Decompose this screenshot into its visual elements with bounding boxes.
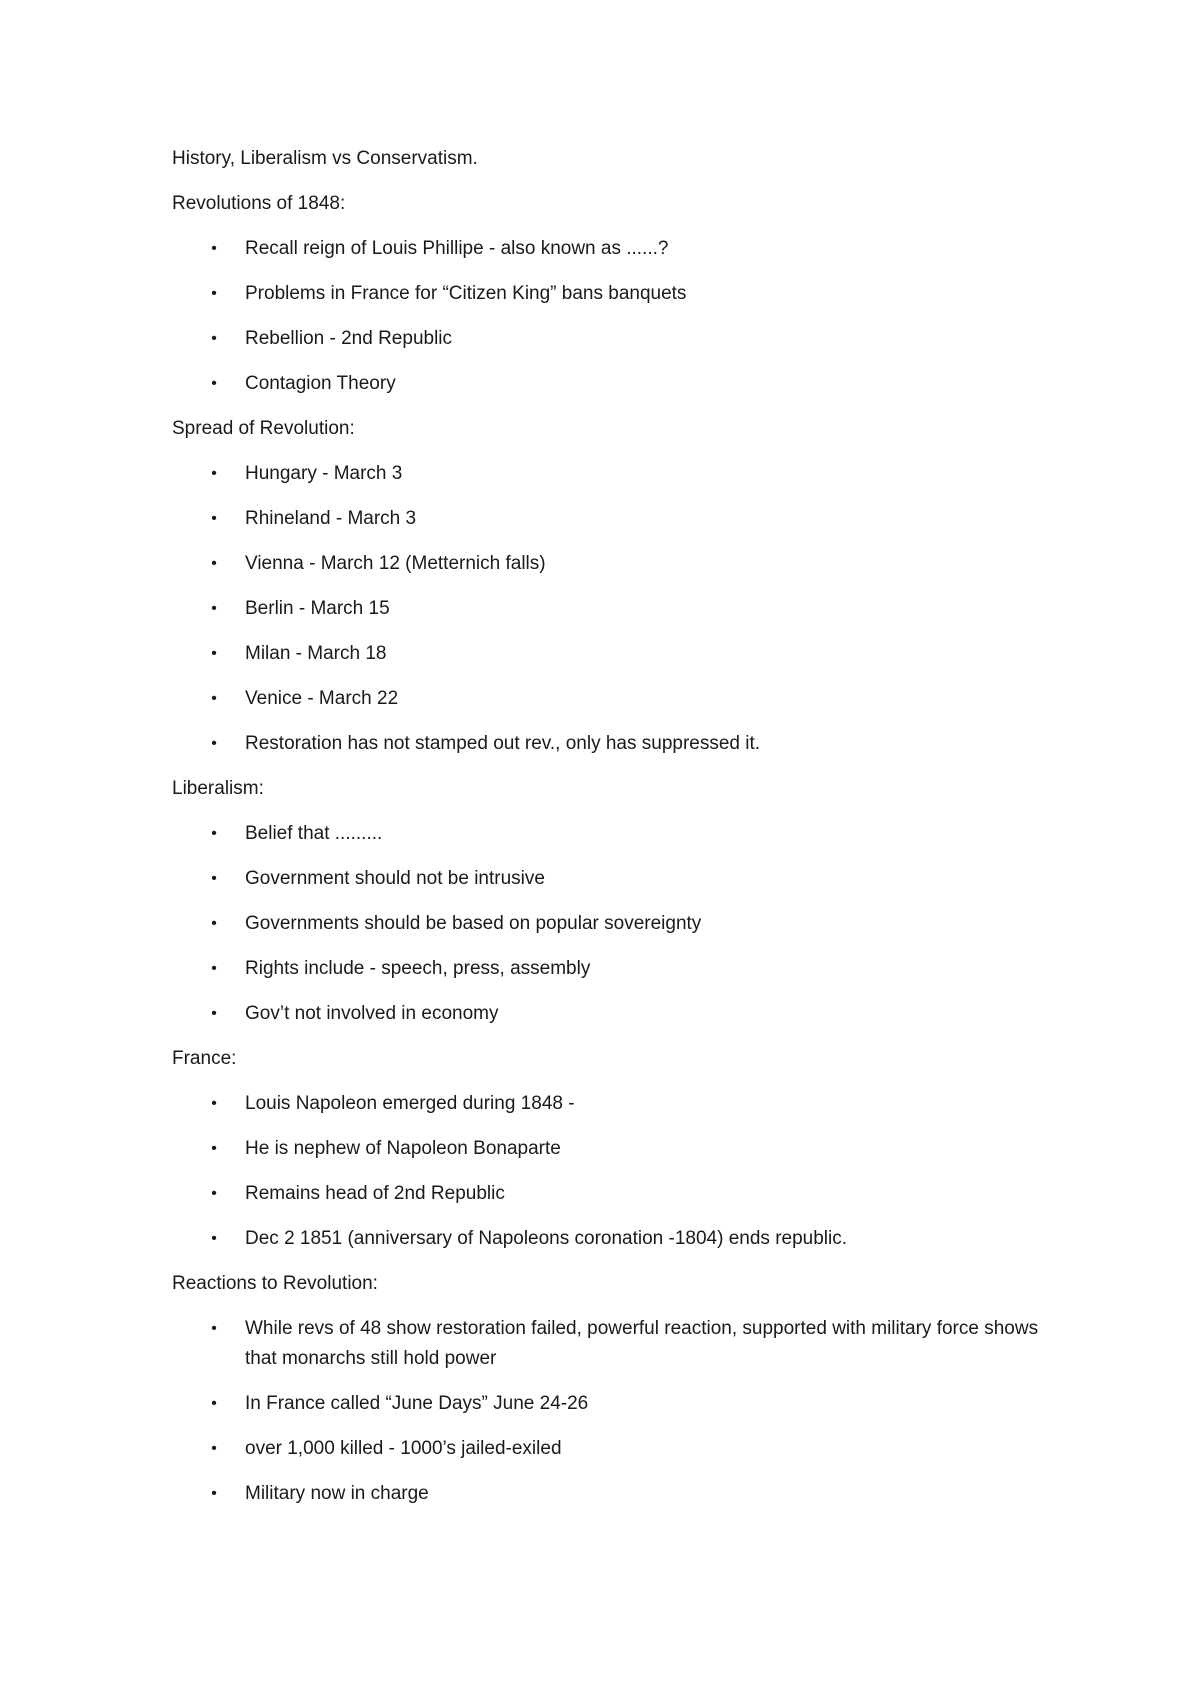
list-item-text: Rebellion - 2nd Republic [245,328,453,349]
section-heading: Revolutions of 1848: [172,193,346,214]
bullet-list [172,1314,1072,1509]
list-item-text: Milan - March 18 [245,643,387,664]
list-item [172,1179,1072,1209]
section-heading: France: [172,1048,237,1069]
list-item-text: Government should not be intrusive [245,868,545,889]
list-item [172,369,1072,399]
list-item-text: Belief that ......... [245,823,383,844]
bullet-icon: • [211,1485,217,1502]
list-item-text: In France called “June Days” June 24-26 [245,1393,589,1414]
list-item [172,234,1072,264]
section-heading: Spread of Revolution: [172,418,355,439]
section-liberalism [172,774,1072,1029]
list-item-text: He is nephew of Napoleon Bonaparte [245,1138,561,1159]
bullet-icon: • [211,1185,217,1202]
section-revolutions-of-1848 [172,189,1072,399]
list-item [172,999,1072,1029]
list-item [172,594,1072,624]
bullet-icon: • [211,1230,217,1247]
list-item-text: Remains head of 2nd Republic [245,1183,505,1204]
bullet-icon: • [211,240,217,257]
list-item-text: over 1,000 killed - 1000’s jailed-exiled [245,1438,562,1459]
bullet-icon: • [211,285,217,302]
bullet-icon: • [211,870,217,887]
list-item [172,864,1072,894]
bullet-icon: • [211,1440,217,1457]
list-item-text: Rhineland - March 3 [245,508,417,529]
bullet-icon: • [211,915,217,932]
list-item-text: Gov’t not involved in economy [245,1003,499,1024]
bullet-icon: • [211,1140,217,1157]
bullet-icon: • [211,735,217,752]
list-item-text: Berlin - March 15 [245,598,390,619]
list-item-text: Dec 2 1851 (anniversary of Napoleons coronation -1804) ends republic. [245,1228,848,1249]
list-item [172,1089,1072,1119]
bullet-icon: • [211,1395,217,1412]
bullet-icon: • [211,465,217,482]
list-item [172,1314,1072,1374]
list-item-text: Louis Napoleon emerged during 1848 - [245,1093,575,1114]
bullet-icon: • [211,375,217,392]
section-spread-of-revolution [172,414,1072,759]
list-item-text: While revs of 48 show restoration failed, powerful reaction, supported with military force shows that monarchs still hold power [245,1318,1039,1369]
list-item-text: Military now in charge [245,1483,429,1504]
section-heading: Reactions to Revolution: [172,1273,378,1294]
list-item-text: Venice - March 22 [245,688,399,709]
list-item-text: Hungary - March 3 [245,463,403,484]
bullet-list [172,459,1072,759]
bullet-icon: • [211,1095,217,1112]
section-reactions-to-revolution [172,1269,1072,1509]
document-title: History, Liberalism vs Conservatism. [172,148,478,169]
list-item-text: Rights include - speech, press, assembly [245,958,591,979]
bullet-icon: • [211,1320,217,1337]
bullet-icon: • [211,690,217,707]
bullet-icon: • [211,1005,217,1022]
list-item [172,1224,1072,1254]
list-item [172,279,1072,309]
bullet-icon: • [211,600,217,617]
document-body [172,144,1072,1524]
list-item [172,1134,1072,1164]
list-item-text: Problems in France for “Citizen King” bans banquets [245,283,687,304]
list-item [172,324,1072,354]
list-item [172,1434,1072,1464]
bullet-icon: • [211,555,217,572]
section-france [172,1044,1072,1254]
list-item [172,639,1072,669]
bullet-icon: • [211,330,217,347]
bullet-icon: • [211,645,217,662]
list-item [172,684,1072,714]
bullet-list [172,234,1072,399]
bullet-list [172,819,1072,1029]
list-item [172,504,1072,534]
bullet-icon: • [211,960,217,977]
list-item-text: Contagion Theory [245,373,396,394]
list-item [172,729,1072,759]
list-item-text: Governments should be based on popular sovereignty [245,913,702,934]
list-item-text: Vienna - March 12 (Metternich falls) [245,553,546,574]
section-heading: Liberalism: [172,778,264,799]
list-item [172,909,1072,939]
bullet-icon: • [211,510,217,527]
bullet-list [172,1089,1072,1254]
bullet-icon: • [211,825,217,842]
list-item-text: Recall reign of Louis Phillipe - also known as ......? [245,238,669,259]
list-item [172,1479,1072,1509]
list-item-text: Restoration has not stamped out rev., only has suppressed it. [245,733,761,754]
list-item [172,819,1072,849]
list-item [172,549,1072,579]
list-item [172,459,1072,489]
list-item [172,954,1072,984]
list-item [172,1389,1072,1419]
